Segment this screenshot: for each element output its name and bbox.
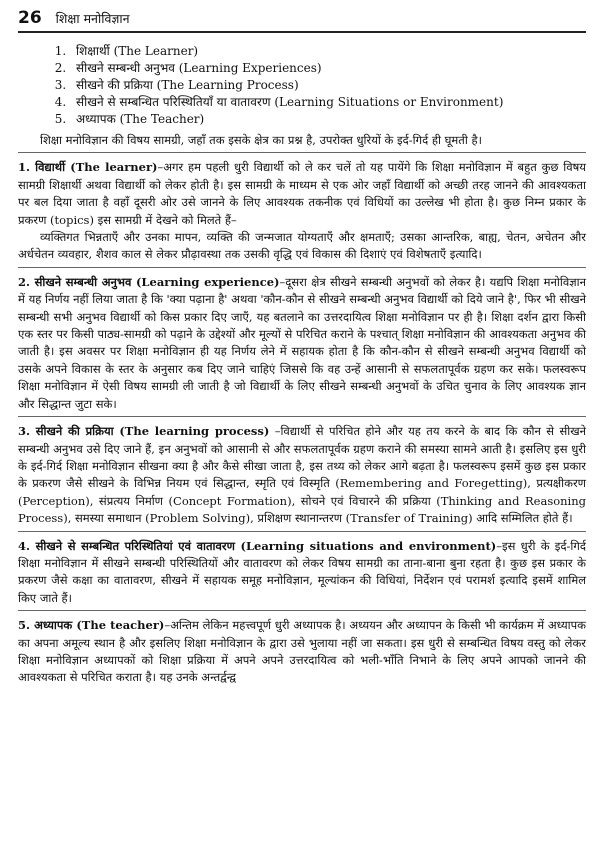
list-item: 1. शिक्षार्थी (The Learner) [70, 43, 586, 60]
page-number: 26 [18, 8, 42, 28]
learning-factors-list [18, 43, 586, 128]
section-learner-details: व्यक्तिगत भिन्नताएँ और उनका मापन, व्यक्ति की जन्मजात योग्यताएँ और क्षमताएँ; उसका आन्तरिक, बाह्य, चेतन, अचेतन और अर्धचेतन व्यवहार, शैशव काल से लेकर प्रौढ़ावस्था तक उसकी वृद्धि एवं विकास की दिशाएं एवं विशेषताएँ इत्यादि। [18, 229, 586, 268]
section-teacher [18, 617, 586, 687]
list-item: 2. सीखने सम्बन्धी अनुभव (Learning Experiences) [70, 60, 586, 77]
section-learner [18, 159, 586, 229]
running-title: शिक्षा मनोविज्ञान [55, 11, 130, 26]
section-heading: 1. विद्यार्थी (The learner) [18, 160, 158, 175]
section-learning-process [18, 423, 586, 531]
section-learning-experience [18, 274, 586, 417]
list-item: 5. अध्यापक (The Teacher) [70, 111, 586, 128]
page-header [18, 8, 586, 33]
section-learning-situations [18, 538, 586, 612]
list-item: 3. सीखने की प्रक्रिया (The Learning Process) [70, 77, 586, 94]
section-body: –इस धुरी के इर्द-गिर्द शिक्षा मनोविज्ञान में सीखने सम्बन्धी परिस्थितियों और वातावरण को लेकर विषय सामग्री का ताना-बाना बुना रहता है। कुछ इस प्रकार के प्रकरण जैसे कक्षा का वातावरण, सीखने में सहायक समूह मनोविज्ञान, मूल्यांकन की विधियां, निर्देशन एवं परामर्श इत्यादि इसमें शामिल किए जाते हैं। [18, 538, 586, 605]
section-heading: 2. सीखने सम्बन्धी अनुभव (Learning experience) [18, 274, 280, 289]
section-body: –अगर हम पहली धुरी विद्यार्थी को ले कर चलें तो यह पायेंगे कि शिक्षा मनोविज्ञान में बहुत कुछ विषय सामग्री शिक्षार्थी अथवा विद्यार्थी को लेकर होती है। इस सामग्री के माध्यम से एक ओर जहाँ विद्यार्थी को अच्छी तरह जानने की आवश्यकता पर बल दिया जाता है वहाँ दूसरी ओर उसे जानने के लिए आवश्यक तकनीक एवं विधियों का उल्लेख भी होता है। कुछ निम्न प्रकार के प्रकरण (topics) इस सामग्री में देखने को मिलते हैं– [18, 160, 586, 227]
section-heading: 4. सीखने से सम्बन्धित परिस्थितियां एवं वातावरण (Learning situations and environment) [18, 538, 497, 553]
intro-paragraph: शिक्षा मनोविज्ञान की विषय सामग्री, जहाँ तक इसके क्षेत्र का प्रश्न है, उपरोक्त धुरियों के इर्द-गिर्द ही घूमती है। [18, 132, 586, 153]
list-item: 4. सीखने से सम्बन्धित परिस्थितियाँ या वातावरण (Learning Situations or Environment) [70, 94, 586, 111]
section-heading: 3. सीखने की प्रक्रिया (The learning process) [18, 424, 270, 439]
section-body: –विद्यार्थी से परिचित होने और यह तय करने के बाद कि कौन से सीखने सम्बन्धी अनुभव उसे दिए जाने हैं, इन अनुभवों को आसानी से और सफलतापूर्वक ग्रहण कराने की समस्या सामने आती है। इसलिए इस धुरी के इर्द-गिर्द शिक्षा मनोविज्ञान सीखना क्या है और कैसे सीखा जाता है, इस तथ्य को लेकर आगे बढ़ता है। फलस्वरूप इसमें कुछ इस प्रकार के प्रकरण जैसे सीखने के विभिन्न नियम एवं सिद्धान्त, स्मृति एवं विस्मृति (Remembering and Foregetting), प्रत्यक्षीकरण (Perception), संप्रत्यय निर्माण (Concept Formation), सोचने एवं विचारने की प्रक्रिया (Thinking and Reasoning Process), समस्या समाधान (Problem Solving), प्रशिक्षण स्थानान्तरण (Transfer of Training) आदि सम्मिलित होते हैं। [18, 424, 586, 526]
section-body: –दूसरा क्षेत्र सीखने सम्बन्धी अनुभवों को लेकर है। यद्यपि शिक्षा मनोविज्ञान में यह निर्णय नहीं लिया जाता है कि 'क्या पढ़ाना है' अथवा 'कौन-कौन से सीखने सम्बन्धी अनुभव विद्यार्थी को दिये जाने है', फिर भी सीखने सम्बन्धी सभी अनुभव विद्यार्थी को किस प्रकार दिए जाएँ, यह बतलाने का उत्तरदायित्व शिक्षा मनोविज्ञान पर ही है। शिक्षा दर्शन द्वारा किसी एक स्तर पर किसी पाठ्य-सामग्री को पढ़ाने के उद्देश्यों और मूल्यों से परिचित कराने के पश्चात् शिक्षा मनोविज्ञान की आवश्यकता अनुभव की जाती है। इस अवसर पर शिक्षा मनोविज्ञान ही यह निर्णय लेने में सहायक होता है कि कौन-कौन से सीखने सम्बन्धी अनुभव विद्यार्थी को उसके अपने विकास के स्तर के अनुसार कब दिए जाने चाहिएं जिससे कि वह उन्हें आसानी से सफलतापूर्वक ग्रहण कर सके। फलस्वरूप शिक्षा मनोविज्ञान में ऐसी विषय सामग्री ली जाती है जो विद्यार्थी के लिए सीखने सम्बन्धी अनुभवों के उचित चुनाव के लिए आवश्यक ज्ञान और सिद्धान्त जुटा सके। [18, 274, 586, 411]
section-body: –अन्तिम लेकिन महत्त्वपूर्ण धुरी अध्यापक है। अध्ययन और अध्यापन के किसी भी कार्यक्रम में अध्यापक का अपना अमूल्य स्थान है और इसलिए शिक्षा मनोविज्ञान के द्वारा उसे भुलाया नहीं जा सकता। इस धुरी से सम्बन्धित विषय वस्तु को लेकर शिक्षा मनोविज्ञान अध्यापकों को शिक्षा प्रक्रिया में अपने अपने उत्तरदायित्व को भली-भाँति निभाने के लिए अपने आपको जानने की आवश्यकता से परिचित कराता है। यह उनके अन्तर्द्वन्द्व [18, 618, 587, 685]
section-heading: 5. अध्यापक (The teacher) [18, 618, 165, 633]
